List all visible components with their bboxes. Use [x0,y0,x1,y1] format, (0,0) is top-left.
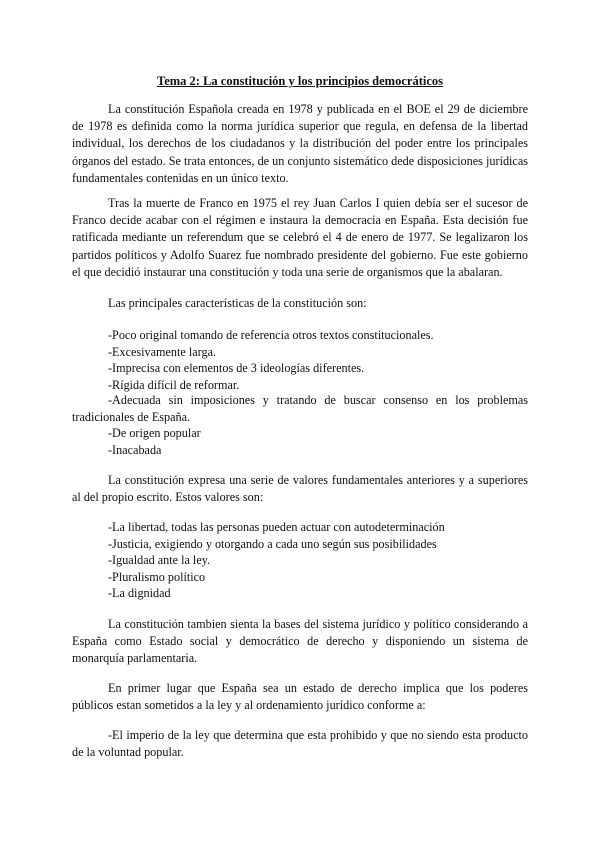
list-item: -Poco original tomando de referencia otros textos constitucionales. [108,328,434,342]
paragraph-rule-of-law: En primer lugar que España sea un estado de derecho implica que los poderes públicos estan sometidos a la ley y al ordenamiento jurídico conforme a: [72,681,528,713]
paragraph-history: Tras la muerte de Franco en 1975 el rey Juan Carlos I quien debía ser el sucesor de Franco decide acabar con el régimen e instaura la democracia en España. Esta decisión fue ratificada mediante un referendum que se celebró el 4 de enero de 1977. Se legalizaron los partidos políticos y Adolfo Suarez fue nombrado presidente del gobierno. Fue este gobierno el que decidió instaurar una constitución y toda una serie de organismos que la abalaran. [72,196,528,279]
paragraph-intro: La constitución Española creada en 1978 y publicada en el BOE el 29 de diciembre de 1978 es definida como la norma jurídica superior que regula, en defensa de la libertad individual, los derechos de los ciudadanos y la distribución del poder entre los principales órganos del estado. Se trata entonces, de un conjunto sistemático dede disposiciones jurídicas fundamentales contenidas en un único texto. [72,102,528,185]
list-item: -Adecuada sin imposiciones y tratando de buscar consenso en los problemas tradicionales de España. [72,393,528,425]
paragraph-imperio-ley: -El imperio de la ley que determina que esta prohibido y que no siendo esta producto de la voluntad popular. [72,728,528,760]
list-item: -Pluralismo político [108,569,206,584]
paragraph-system: La constitución tambien sienta la bases del sistema jurídico y político considerando a España como Estado social y democrático de derecho y disponiendo un sistema de monarquía parlamentaria. [72,617,528,666]
characteristics-heading: Las principales características de la constitución son: [108,296,367,310]
list-item: -Excesivamente larga. [108,344,217,359]
list-item: -Inacabada [108,442,162,457]
page-title: Tema 2: La constitución y los principios democráticos [157,74,443,88]
list-item: -De origen popular [108,426,201,440]
list-item: -Imprecisa con elementos de 3 ideologías diferentes. [108,361,365,375]
list-item: -Igualdad ante la ley. [108,553,211,567]
list-item: -La libertad, todas las personas pueden actuar con autodeterminación [108,520,445,534]
list-item: -Rígida difícil de reformar. [108,377,240,392]
list-item: -La dignidad [108,586,171,600]
paragraph-values-intro: La constitución expresa una serie de valores fundamentales anteriores y a superiores al del propio escrito. Estos valores son: [72,473,528,505]
list-item: -Justicia, exigiendo y otorgando a cada uno según sus posibilidades [108,536,437,551]
